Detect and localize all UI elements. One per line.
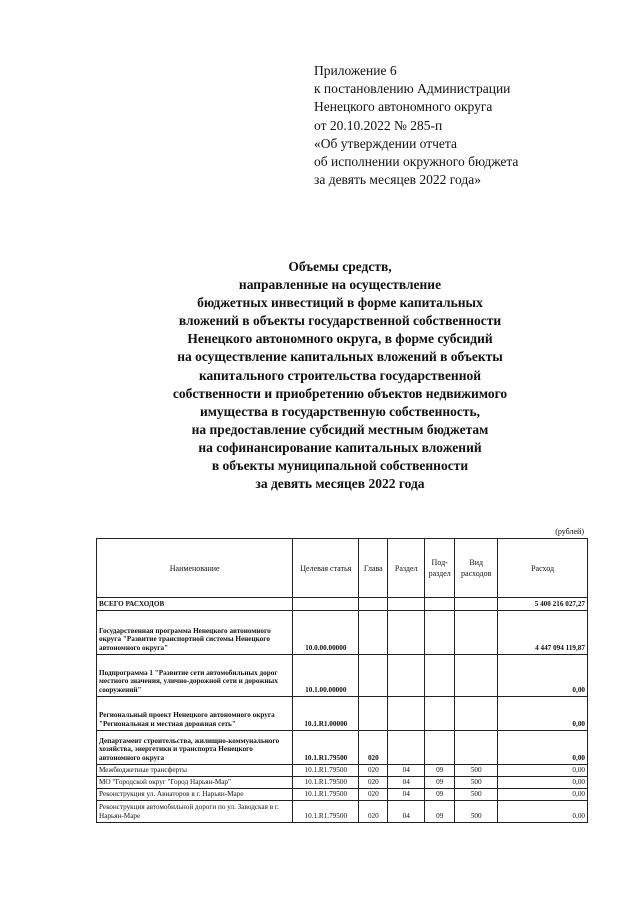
cell-subsection: 09 [425,789,455,801]
title-line: бюджетных инвестиций в форме капитальных [197,295,483,311]
cell-head: 020 [359,765,388,777]
cell-section [388,697,425,731]
table-row [97,789,588,801]
title-line: капитального строительства государственной [198,367,482,383]
expenditure-table [96,538,588,823]
cell-head [359,697,388,731]
header-head: Глава [359,539,388,598]
cell-head [359,598,388,611]
cell-name: Реконструкция автомобильной дороги по ул. Заводская в г. Нарьян-Маре [97,801,293,823]
appendix-line: за девять месяцев 2022 года» [314,172,481,188]
cell-target: 10.1.00.00000 [293,655,359,697]
appendix-line: Приложение 6 [314,63,397,78]
cell-expense-type [455,697,498,731]
appendix-line: от 20.10.2022 № 285-п [314,117,443,133]
cell-section [388,731,425,765]
cell-subsection: 09 [425,777,455,789]
appendix-header [314,62,518,189]
cell-expense-type [455,655,498,697]
cell-name: МО "Городской округ "Город Нарьян-Мар" [97,777,293,789]
cell-target [293,598,359,611]
cell-head [359,655,388,697]
table-row [97,655,588,697]
cell-name: Государственная программа Ненецкого автономного округа "Развитие транспортной системы Ненецкого автономного округа" [97,611,293,655]
table-row [97,765,588,777]
title-line: на предоставление субсидий местным бюджетам [191,421,489,437]
cell-amount: 0,00 [498,697,588,731]
cell-name: Департамент строительства, жилищно-коммунального хозяйства, энергетики и транспорта Ненецкого автономного округа [97,731,293,765]
cell-expense-type [455,598,498,611]
cell-subsection [425,598,455,611]
title-line: имущества в государственную собственность, [199,403,481,419]
cell-section [388,655,425,697]
appendix-line: «Об утверждении отчета [314,135,457,151]
header-target: Целевая статья [293,539,359,598]
title-line: вложений в объекты государственной собственности [178,313,502,329]
cell-section [388,611,425,655]
title-line: за девять месяцев 2022 года [255,476,425,492]
cell-subsection [425,697,455,731]
table-row [97,801,588,823]
cell-target: 10.1.R1.00000 [293,697,359,731]
header-amount: Расход [498,539,588,598]
title-line: Объемы средств, [288,259,392,274]
cell-amount: 0,00 [498,731,588,765]
cell-amount: 4 447 094 119,87 [498,611,588,655]
cell-head: 020 [359,777,388,789]
cell-target: 10.1.R1.79500 [293,789,359,801]
cell-section: 04 [388,801,425,823]
header-subsection: Под-раздел [425,539,455,598]
cell-name: ВСЕГО РАСХОДОВ [97,598,293,611]
cell-amount: 5 400 216 027,27 [498,598,588,611]
title-line: направленные на осуществление [238,277,442,293]
cell-expense-type: 500 [455,801,498,823]
cell-subsection [425,611,455,655]
cell-expense-type [455,611,498,655]
cell-expense-type: 500 [455,765,498,777]
cell-expense-type: 500 [455,789,498,801]
cell-section: 04 [388,789,425,801]
cell-expense-type: 500 [455,777,498,789]
cell-amount: 0,00 [498,801,588,823]
cell-section [388,598,425,611]
cell-head: 020 [359,731,388,765]
cell-head: 020 [359,801,388,823]
cell-target: 10.0.00.00000 [293,611,359,655]
cell-amount: 0,00 [498,789,588,801]
cell-target: 10.1.R1.79500 [293,765,359,777]
cell-amount: 0,00 [498,777,588,789]
cell-target: 10.1.R1.79500 [293,801,359,823]
appendix-line: к постановлению Администрации [314,81,511,97]
appendix-line: Ненецкого автономного округа [314,99,493,115]
cell-target: 10.1.R1.79500 [293,731,359,765]
title-line: собственности и приобретению объектов недвижимого [172,385,508,401]
title-line: на осуществление капитальных вложений в объекты [177,349,503,365]
header-section: Раздел [388,539,425,598]
cell-name: Подпрограмма 1 "Развитие сети автомобильных дорог местного значения, улично-дорожной сети и дорожных сооружений" [97,655,293,697]
cell-name: Реконструкция ул. Авиаторов в г. Нарьян-Маре [97,789,293,801]
cell-section: 04 [388,777,425,789]
cell-expense-type [455,731,498,765]
units-label: (рублей) [555,527,584,536]
header-expense-type: Вид расходов [455,539,498,598]
document-title [80,258,600,493]
cell-head [359,611,388,655]
table-header-row [97,539,588,598]
title-line: на софинансирование капитальных вложений [198,439,482,455]
cell-subsection: 09 [425,765,455,777]
table-row [97,598,588,611]
table-row [97,731,588,765]
cell-head: 020 [359,789,388,801]
title-line: в объекты муниципальной собственности [211,458,469,474]
title-line: Ненецкого автономного округа, в форме субсидий [187,331,493,347]
cell-name: Региональный проект Ненецкого автономного округа "Региональная и местная дорожная сеть" [97,697,293,731]
cell-target: 10.1.R1.79500 [293,777,359,789]
table-row [97,697,588,731]
header-name: Наименование [97,539,293,598]
cell-name: Межбюджетные трансферты [97,765,293,777]
appendix-line: об исполнении окружного бюджета [314,154,519,170]
cell-subsection: 09 [425,801,455,823]
table-row [97,611,588,655]
cell-amount: 0,00 [498,765,588,777]
cell-subsection [425,731,455,765]
cell-amount: 0,00 [498,655,588,697]
cell-subsection [425,655,455,697]
cell-section: 04 [388,765,425,777]
table-row [97,777,588,789]
